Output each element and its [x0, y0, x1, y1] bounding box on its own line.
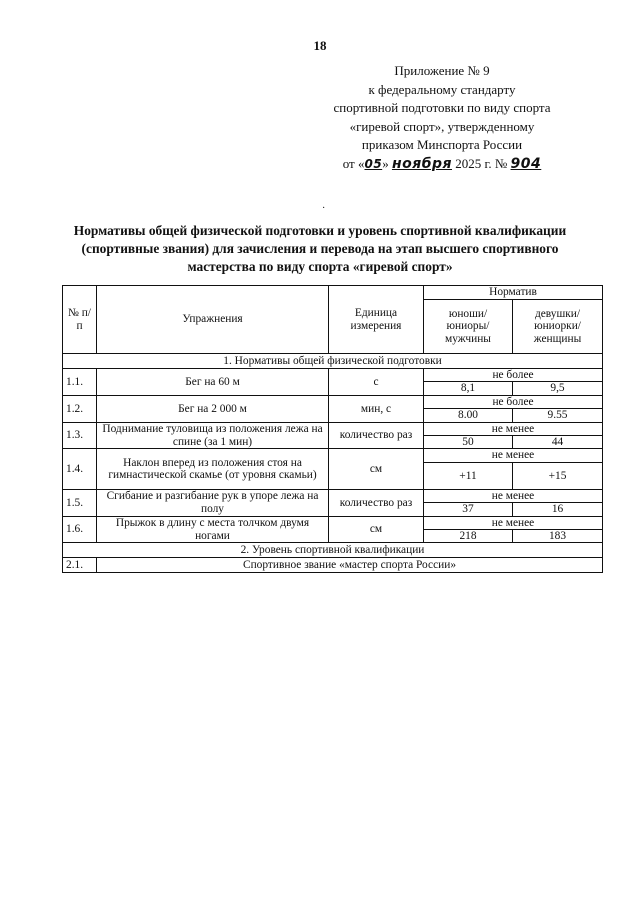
order-month: ноября [391, 155, 453, 172]
row-unit: количество раз [329, 422, 424, 449]
row-unit: см [329, 516, 424, 543]
row-num: 1.3. [63, 422, 97, 449]
appendix-line: Приложение № 9 [394, 63, 490, 78]
row-qualifier: не менее [424, 449, 603, 462]
row-exercise: Поднимание туловища из положения лежа на спине (за 1 мин) [97, 422, 329, 449]
row-exercise: Прыжок в длину с места толчком двумя ногами [97, 516, 329, 543]
row-unit: мин, с [329, 395, 424, 422]
row-female-value: 9.55 [513, 409, 603, 422]
header-male: юноши/ юниоры/ мужчины [424, 300, 513, 354]
document-title: Нормативы общей физической подготовки и уровень спортивной квалификации (спортивные звания) для зачисления и перевода на этап высшего спортивного мастерства по виду спорта «гиревой спорт» [73, 223, 567, 274]
row-num: 1.4. [63, 449, 97, 489]
row-qualifier: не более [424, 369, 603, 382]
row-unit: см [329, 449, 424, 489]
row-unit: количество раз [329, 489, 424, 516]
row-female-value: +15 [513, 462, 603, 489]
appendix-line: «гиревой спорт», утвержденному [349, 118, 535, 134]
row-male-value: 218 [424, 530, 513, 543]
order-mid: » [382, 155, 389, 171]
appendix-line: приказом Минспорта России [361, 137, 523, 152]
order-date-line [292, 155, 592, 174]
row-num: 2.1. [63, 558, 97, 573]
appendix-line: спортивной подготовки по виду спорта [333, 100, 551, 115]
row-exercise: Наклон вперед из положения стоя на гимнастической скамье (от уровня скамьи) [97, 449, 329, 489]
row-female-value: 9,5 [513, 382, 603, 395]
order-number: 904 [510, 155, 542, 172]
row-exercise: Бег на 2 000 м [97, 395, 329, 422]
row-unit: с [329, 369, 424, 396]
row-num: 1.2. [63, 395, 97, 422]
qualification-title: Спортивное звание «мастер спорта России» [97, 558, 603, 573]
row-male-value: 8,1 [424, 382, 513, 395]
row-female-value: 44 [513, 436, 603, 449]
section-1-heading: 1. Нормативы общей физической подготовки [63, 354, 603, 369]
order-prefix: от « [342, 155, 365, 171]
row-num: 1.6. [63, 516, 97, 543]
row-male-value: 8.00 [424, 409, 513, 422]
row-qualifier: не менее [424, 516, 603, 529]
row-male-value: +11 [424, 462, 513, 489]
appendix-line: к федеральному стандарту [368, 81, 516, 97]
row-male-value: 37 [424, 503, 513, 516]
stray-mark: · [322, 203, 326, 214]
row-qualifier: не менее [424, 489, 603, 502]
order-day: 05 [364, 156, 383, 171]
row-female-value: 183 [513, 530, 603, 543]
header-norm: Норматив [424, 286, 603, 300]
norms-table [62, 285, 603, 573]
row-num: 1.5. [63, 489, 97, 516]
section-2-heading: 2. Уровень спортивной квалификации [63, 543, 603, 558]
order-year: 2025 г. № [455, 155, 508, 171]
header-num: № п/п [63, 286, 97, 354]
row-exercise: Сгибание и разгибание рук в упоре лежа на полу [97, 489, 329, 516]
row-female-value: 16 [513, 503, 603, 516]
row-male-value: 50 [424, 436, 513, 449]
row-exercise: Бег на 60 м [97, 369, 329, 396]
row-num: 1.1. [63, 369, 97, 396]
row-qualifier: не более [424, 395, 603, 408]
header-exercise: Упражнения [97, 286, 329, 354]
appendix-header [292, 62, 592, 173]
header-female: девушки/ юниорки/ женщины [513, 300, 603, 354]
row-qualifier: не менее [424, 422, 603, 435]
page-number: 18 [313, 38, 327, 53]
header-unit: Единица измерения [329, 286, 424, 354]
